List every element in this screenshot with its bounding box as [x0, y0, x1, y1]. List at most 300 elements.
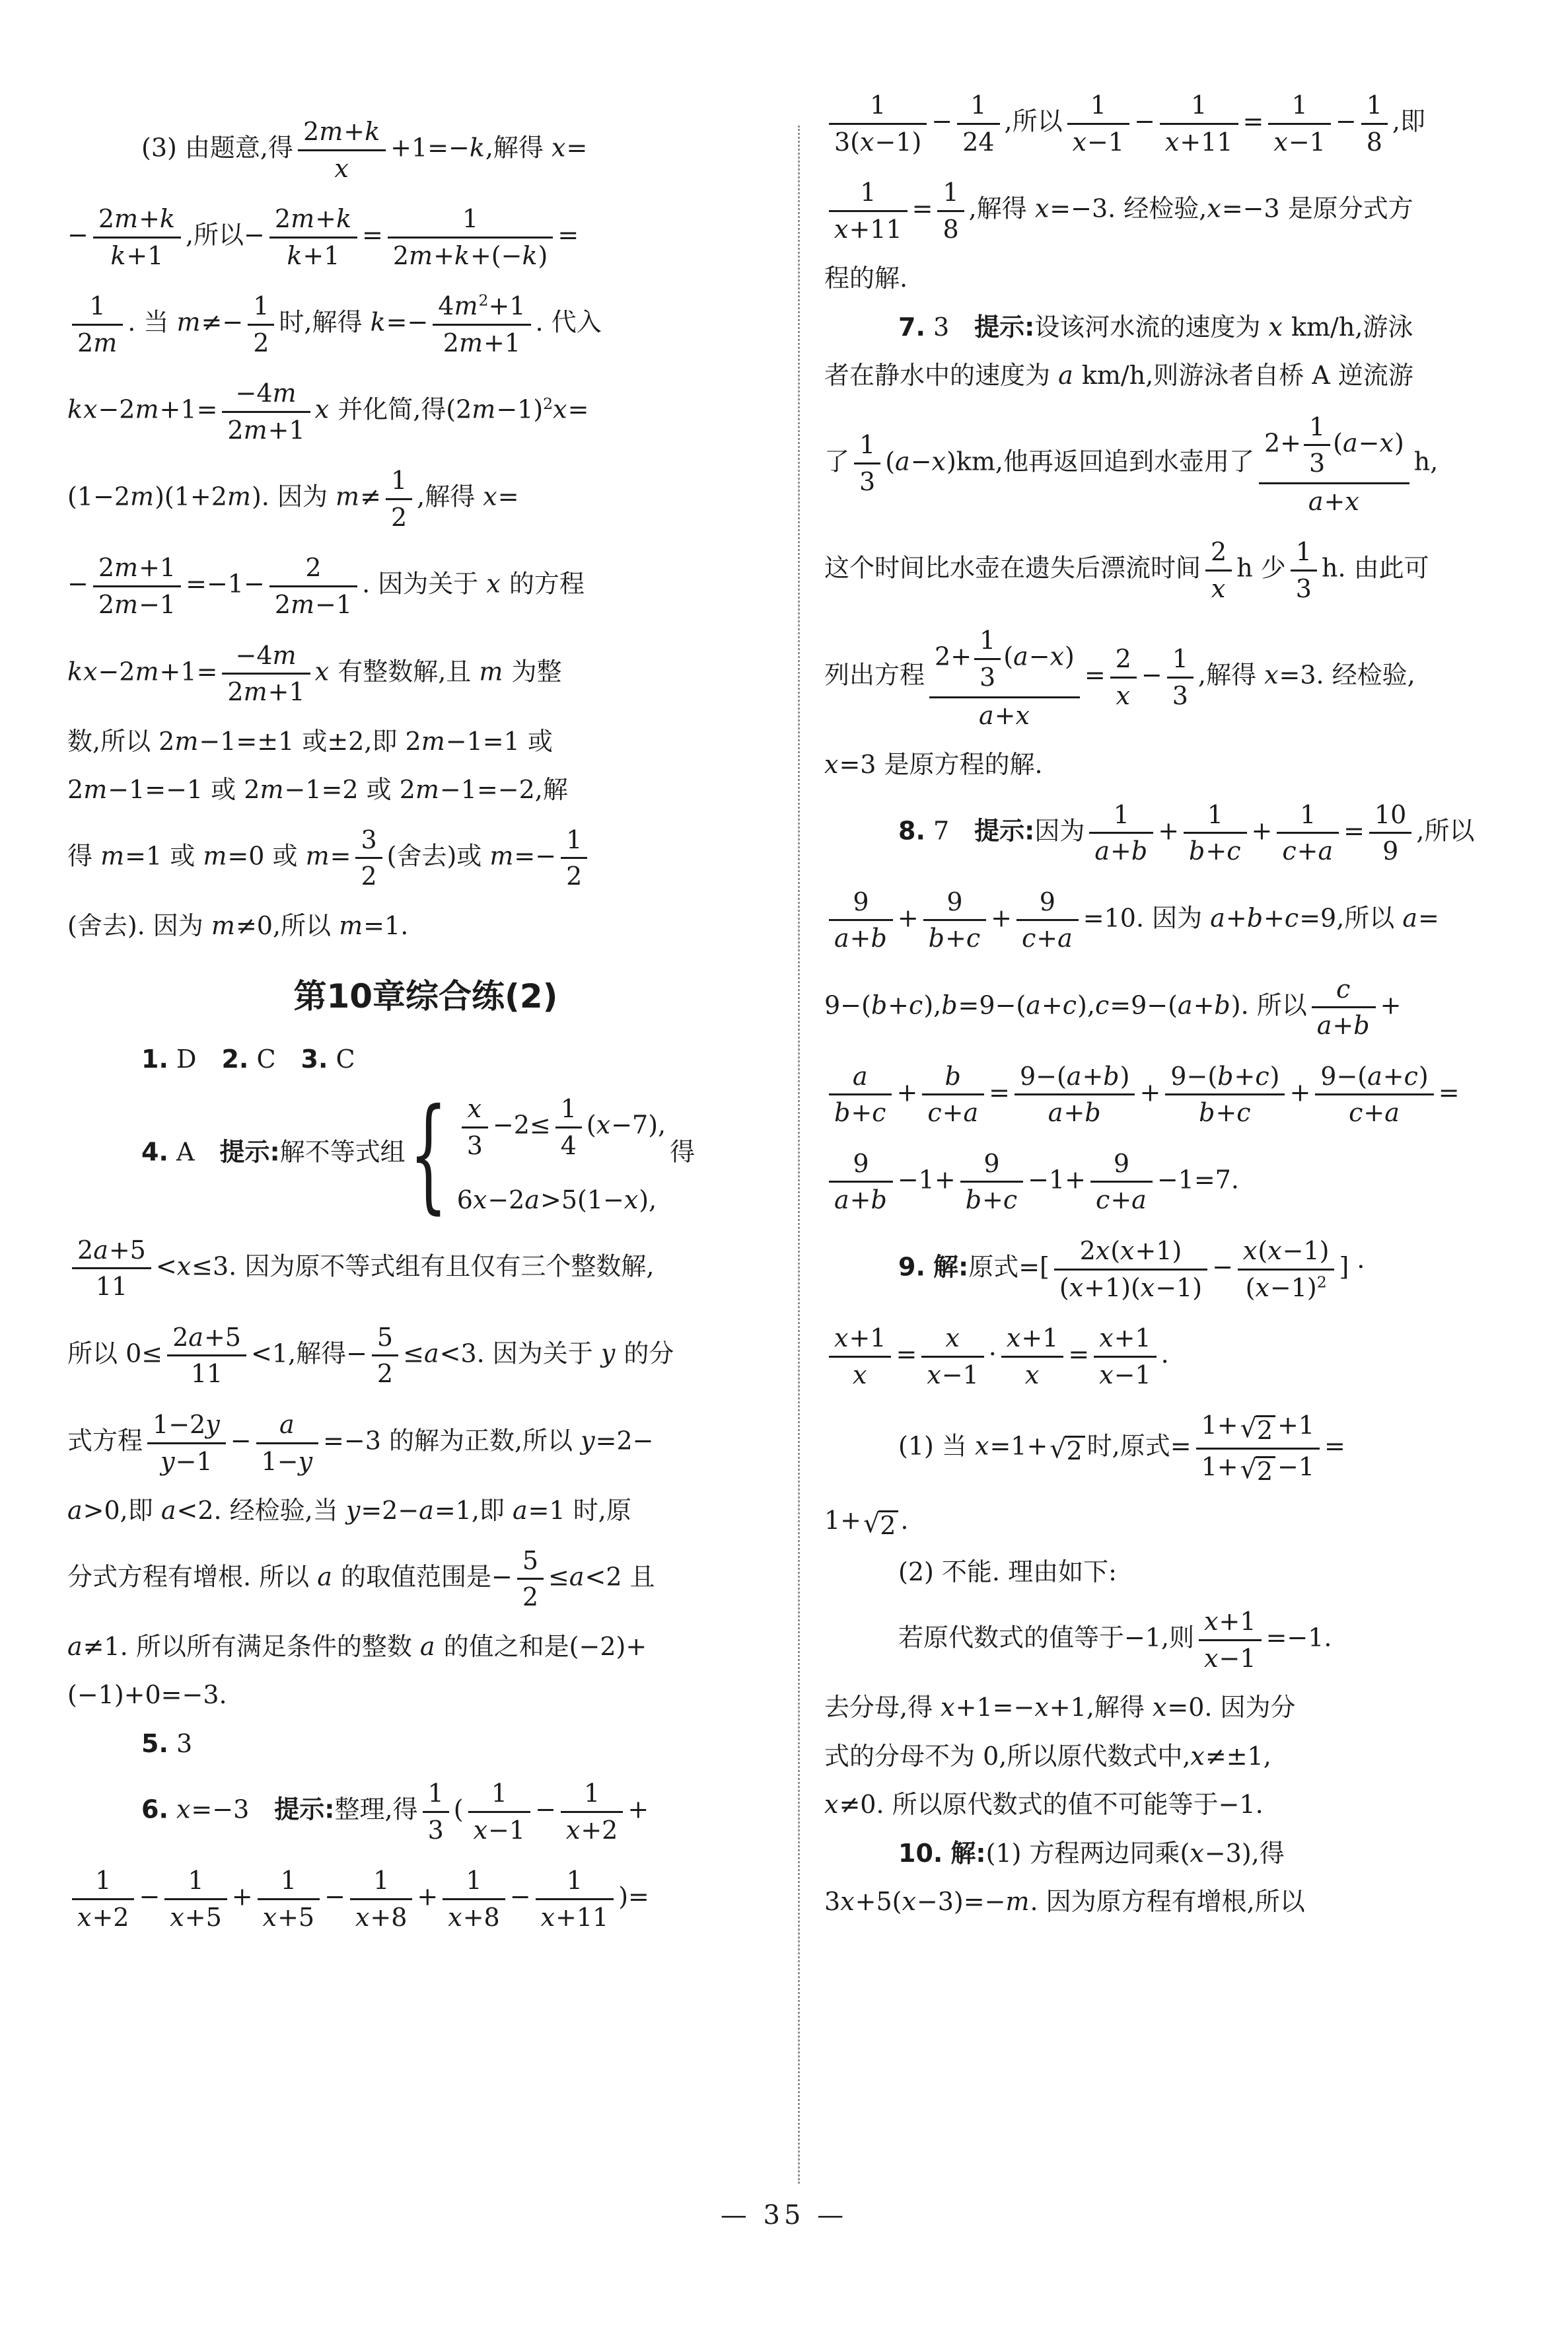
math-variable: x: [1273, 127, 1289, 157]
text-line: (1−2m)(1+2m). 因为 m≠ $\frac{1}{2}$ ,解得 x=: [67, 466, 519, 532]
math-variable: m: [176, 307, 201, 337]
text-line: 4. A 提示:解不等式组 { $\frac{x}{3}$ −2≤ $\frac{1}{4}$ (x−7), 6x−2a>5(1−x), 得: [141, 1082, 695, 1227]
math-variable: c: [909, 990, 924, 1020]
fraction: [1291, 536, 1317, 604]
fraction-denominator: b+c: [965, 1185, 1018, 1215]
math-variable: x: [1099, 1323, 1114, 1353]
fraction-numerator: 1: [350, 1865, 412, 1900]
text-line: 数,所以 2m−1=±1 或±2,即 2m−1=1 或: [67, 726, 553, 756]
math-variable: a: [1058, 361, 1074, 390]
text-line: 列出方程 2+ $\frac{1}{3}$ (a−x) a+x = $\frac{2}{x}$ − $\frac{1}{3}$ ,解得 x=3. 经检验,: [824, 622, 1546, 732]
math-variable: m: [83, 775, 108, 805]
fraction-numerator: x+1: [829, 1323, 891, 1358]
fraction-denominator: x+2: [77, 1902, 129, 1932]
fraction-denominator: x+5: [262, 1902, 315, 1932]
math-variable: x: [540, 1902, 555, 1932]
text-line: (−1)+0=−3.: [67, 1680, 227, 1710]
fraction-denominator: 3: [1172, 681, 1188, 710]
fraction: [561, 1778, 623, 1845]
math-variable: m: [114, 590, 139, 620]
fraction-numerator: 5: [372, 1322, 398, 1357]
math-variable: c: [1349, 1098, 1364, 1128]
math-variable: b: [944, 1061, 962, 1091]
math-variable: m: [479, 657, 504, 686]
fraction: [222, 640, 310, 708]
text-line: 2m−1=−1 或 2m−1=2 或 2m−1=−2,解: [67, 775, 568, 805]
math-variable: x: [840, 1887, 855, 1917]
math-variable: a: [317, 1562, 333, 1592]
fraction-denominator: k+1: [110, 240, 164, 270]
fraction-denominator: [298, 151, 386, 184]
text-line: 式的分母不为 0,所以原代数式中,x≠±1,: [824, 1741, 1271, 1771]
fraction: [298, 116, 386, 184]
fraction-numerator: 1: [1184, 799, 1246, 834]
fraction: [72, 291, 123, 358]
text-line: a>0,即 a<2. 经检验,当 y=2−a=1,即 a=1 时,原: [67, 1496, 631, 1526]
fraction: [1089, 799, 1153, 867]
fraction-denominator: 1−y: [261, 1446, 314, 1476]
text-line: $\frac{1}{3(x-1)}$ − $\frac{1}{24}$ ,所以 $\frac{1}{x-1}$ − $\frac{1}{x+11}$ = $\frac{1}{x-1}$ − $\frac{1}{8}$ ,即: [824, 89, 1546, 159]
math-variable: m: [458, 328, 484, 357]
math-variable: x: [1072, 127, 1088, 157]
fraction-numerator: [829, 1061, 892, 1096]
text-line: $\frac{1}{x+11}$ = $\frac{1}{8}$ ,解得 x=−3. 经检验,x=−3 是原分式方: [824, 176, 1546, 246]
fraction: [269, 552, 357, 620]
math-variable: x: [941, 1693, 956, 1722]
math-variable: b: [834, 1098, 851, 1128]
math-variable: a: [1210, 903, 1226, 933]
math-variable: x: [467, 1094, 482, 1124]
fraction: [167, 1322, 246, 1389]
math-variable: x: [1140, 1273, 1156, 1302]
fraction: [1315, 1061, 1433, 1128]
math-variable: b: [1189, 836, 1206, 866]
math-variable: x: [1006, 1323, 1022, 1353]
math-variable: k: [336, 204, 352, 234]
fraction-numerator: 2a+5: [72, 1235, 151, 1270]
math-variable: a: [93, 1235, 109, 1265]
fraction-numerator: 2: [269, 552, 357, 587]
fraction-numerator: 1: [1304, 412, 1330, 447]
bold-label: 10.: [898, 1838, 943, 1868]
fraction-numerator: 1: [248, 291, 274, 326]
math-variable: x: [945, 1323, 960, 1353]
math-variable: m: [489, 841, 515, 871]
fraction: [443, 1865, 505, 1933]
math-variable: b: [1131, 836, 1149, 866]
fraction-denominator: 8: [943, 214, 959, 244]
text-line: 得 m=1 或 m=0 或 m= $\frac{3}{2}$ (舍去)或 m=− $\frac{1}{2}$: [67, 823, 784, 893]
math-variable: x: [834, 1323, 849, 1353]
math-variable: k: [370, 307, 386, 337]
fraction-denominator: 3: [427, 1815, 444, 1845]
fraction-numerator: 1: [555, 1093, 582, 1128]
fraction-denominator: 3: [1295, 573, 1312, 603]
math-variable: x: [1164, 127, 1180, 157]
math-variable: x: [483, 482, 498, 511]
fraction-numerator: 1: [1167, 644, 1194, 679]
fraction-numerator: 1: [468, 1778, 530, 1813]
text-line: 10. 解:(1) 方程两边同乘(x−3),得: [898, 1838, 1285, 1868]
fraction-numerator: 3: [355, 825, 382, 860]
text-line: 3x+5(x−3)=−m. 因为原方程有增根,所以: [824, 1887, 1305, 1917]
fraction-numerator: 1: [1160, 90, 1238, 125]
text-line: $\frac{9}{a+b}$ −1+ $\frac{9}{b+c}$ −1+ $\frac{9}{c+a}$ −1=7.: [824, 1147, 1546, 1217]
math-variable: a: [1066, 1061, 1083, 1091]
fraction-numerator: 1: [829, 90, 927, 125]
fraction-denominator: 2: [522, 1582, 539, 1612]
fraction-numerator: 9: [829, 1148, 893, 1183]
fraction-numerator: 1: [423, 1778, 449, 1813]
math-variable: m: [114, 553, 139, 583]
math-variable: a: [1094, 836, 1111, 866]
fraction-numerator: 1: [1291, 536, 1317, 572]
fraction-numerator: 10: [1369, 799, 1411, 834]
fraction-denominator: 3: [859, 467, 876, 497]
math-variable: x: [1345, 486, 1360, 516]
fraction-denominator: a+b: [1094, 836, 1149, 866]
fraction: [1015, 1061, 1135, 1128]
fraction-numerator: 9: [923, 887, 986, 922]
fraction: [386, 465, 412, 533]
fraction-numerator: 2m+1: [93, 552, 181, 587]
fraction-denominator: x+11: [834, 214, 902, 244]
cases-row: $\frac{x}{3}$ −2≤ $\frac{1}{4}$ (x−7),: [457, 1092, 666, 1162]
fraction-denominator: 3: [980, 662, 996, 692]
text-line: (2) 不能. 理由如下:: [898, 1557, 1117, 1586]
math-variable: k: [522, 240, 538, 270]
fraction-denominator: 24: [962, 127, 995, 157]
math-variable: a: [1026, 990, 1042, 1020]
fraction-numerator: 1: [829, 177, 908, 212]
sqrt-radical: [1050, 1436, 1085, 1465]
fraction: [957, 90, 999, 157]
fraction: [923, 887, 986, 954]
math-variable: m: [472, 394, 497, 424]
fraction: [854, 429, 880, 497]
math-variable: a: [1402, 903, 1419, 933]
fraction-denominator: c+a: [1096, 1185, 1147, 1215]
math-variable: c: [1062, 990, 1078, 1020]
text-line: (1) 当 x=1+ √ 2 时,原式= 1+ √ 2 +1 1+ √ 2 −1 =: [898, 1411, 1345, 1487]
superscript: 2: [1316, 1272, 1327, 1291]
fraction-numerator: −4m: [222, 378, 310, 413]
fraction: [929, 624, 1080, 731]
text-line: $\frac{a}{b+c}$ + $\frac{b}{c+a}$ = $\frac{9-(a+b)}{a+b}$ + $\frac{9-(b+c)}{b+c}$ + $\frac{9-(a+c)}{c+a}$ =: [824, 1060, 1546, 1130]
math-variable: a: [67, 1631, 83, 1661]
fraction-denominator: b+c: [834, 1098, 887, 1128]
fraction-numerator: 1: [443, 1865, 505, 1900]
fraction-denominator: x−1: [473, 1815, 526, 1845]
fraction-denominator: x+2: [565, 1815, 618, 1845]
text-line: − $\frac{2m+1}{2m-1}$ =−1− $\frac{2}{2m-1}$ . 因为关于 x 的方程: [67, 553, 585, 620]
fraction-numerator: 9−(b+c): [1165, 1061, 1285, 1096]
math-variable: a: [1131, 1185, 1147, 1215]
math-variable: x: [553, 394, 568, 424]
fraction-denominator: 2: [390, 502, 408, 532]
fraction: [555, 1093, 582, 1161]
fraction-numerator: 1: [536, 1865, 614, 1900]
math-variable: c: [1236, 1098, 1252, 1128]
fraction-numerator: 1: [388, 203, 553, 239]
text-line: 8. 7 提示:因为 $\frac{1}{a+b}$ + $\frac{1}{b+c}$ + $\frac{1}{c+a}$ = $\frac{10}{9}$ ,所以: [898, 799, 1475, 866]
fraction: [536, 1865, 614, 1933]
math-variable: m: [319, 117, 344, 146]
math-variable: m: [272, 640, 297, 670]
math-variable: k: [469, 133, 485, 163]
math-variable: b: [1199, 1098, 1216, 1128]
math-variable: x: [1069, 1273, 1085, 1302]
math-variable: c: [966, 924, 981, 953]
math-variable: x: [1211, 573, 1227, 603]
math-variable: m: [135, 657, 160, 686]
math-variable: y: [600, 1339, 616, 1368]
fraction: [960, 1148, 1023, 1216]
math-variable: m: [291, 590, 316, 620]
fraction-denominator: 8: [1366, 127, 1382, 157]
text-line: 者在静水中的速度为 a km/h,则游泳者自桥 A 逆流游: [824, 361, 1413, 390]
fraction-numerator: 2a+5: [167, 1322, 246, 1357]
math-variable: x: [824, 1790, 839, 1820]
text-line: $\frac{1}{x+2}$ − $\frac{1}{x+5}$ + $\frac{1}{x+5}$ − $\frac{1}{x+8}$ + $\frac{1}{x+8}$ − $\frac{1}{x+11}$ )=: [67, 1864, 784, 1934]
fraction-denominator: 3(x−1): [834, 127, 922, 157]
fraction-numerator: x+1: [1094, 1323, 1156, 1358]
math-variable: x: [170, 1902, 185, 1932]
math-variable: b: [871, 924, 888, 953]
text-line: a≠1. 所以所有满足条件的整数 a 的值之和是(−2)+: [67, 1631, 647, 1661]
math-variable: c: [1227, 836, 1242, 866]
math-variable: x: [355, 1902, 371, 1932]
bold-label: 解:: [950, 1838, 986, 1868]
math-variable: m: [260, 775, 285, 805]
bold-label: 1.: [141, 1044, 168, 1074]
text-line: kx−2m+1= $\frac{-4m}{2m+1}$ x 有整数解,且 m 为整: [67, 640, 562, 707]
text-line: kx−2m+1= $\frac{-4m}{2m+1}$ x 并化简,得$(2m-1)^2x=$: [67, 379, 589, 445]
fraction: [829, 1323, 891, 1390]
fraction-denominator: x+8: [448, 1902, 500, 1932]
math-variable: y: [205, 1410, 221, 1440]
section-heading: [67, 976, 784, 1017]
fraction-numerator: 2x(x+1): [1054, 1236, 1207, 1271]
fraction-denominator: y−1: [160, 1446, 213, 1476]
math-variable: x: [927, 1360, 942, 1389]
math-variable: a: [1177, 990, 1194, 1020]
fraction-denominator: x−1: [1273, 127, 1326, 157]
radical-sign-icon: √: [863, 1508, 880, 1539]
fraction-numerator: [462, 1093, 488, 1128]
fraction-numerator: 1: [937, 177, 964, 212]
fraction: [72, 1235, 151, 1302]
math-variable: x: [486, 570, 501, 599]
math-variable: c: [1282, 836, 1297, 866]
math-variable: x: [1255, 1273, 1270, 1302]
fraction-denominator: $(x-1)^2$: [1245, 1272, 1327, 1302]
fraction-numerator: [921, 1323, 983, 1358]
radicand: 2: [878, 1510, 898, 1539]
fraction: [222, 378, 310, 445]
math-variable: x: [1095, 1236, 1111, 1266]
sqrt-radical: [1240, 1415, 1275, 1444]
fraction-denominator: 4: [560, 1130, 577, 1160]
text-line: (舍去). 因为 m≠0,所以 m=1.: [67, 910, 409, 940]
fraction-numerator: 5: [517, 1545, 544, 1580]
fraction-denominator: [1205, 572, 1232, 605]
fraction: [517, 1545, 544, 1613]
math-variable: x: [1379, 428, 1394, 458]
fraction-numerator: 9−(a+b): [1015, 1061, 1135, 1096]
text-line: 7. 3 提示:设该河水流的速度为 x km/h,游泳: [898, 312, 1413, 342]
math-variable: c: [1021, 924, 1037, 953]
math-variable: c: [1336, 974, 1351, 1004]
math-variable: y: [581, 1426, 596, 1456]
math-variable: x: [314, 657, 330, 686]
sqrt-radical: [1240, 1456, 1275, 1485]
math-variable: x: [975, 1431, 990, 1461]
fraction: [72, 1865, 134, 1933]
math-variable: a: [524, 1185, 540, 1215]
fraction-denominator: [1001, 1358, 1063, 1391]
bold-label: 8.: [898, 816, 925, 846]
fraction-denominator: 2: [376, 1359, 394, 1389]
fraction-denominator: a+b: [834, 924, 888, 953]
fraction: [1067, 90, 1129, 157]
radicand: 2: [1256, 1415, 1275, 1444]
math-variable: k: [365, 117, 381, 146]
fraction-denominator: x+11: [1164, 127, 1233, 157]
math-variable: x: [334, 153, 349, 183]
fraction-denominator: (x+1)(x−1): [1059, 1273, 1203, 1302]
fraction: [147, 1409, 226, 1477]
math-variable: m: [211, 910, 236, 940]
fraction: [922, 1061, 984, 1128]
bold-label: 提示:: [974, 816, 1035, 846]
fraction: [1361, 90, 1388, 157]
radicand: 2: [1065, 1436, 1085, 1465]
math-variable: a: [852, 1061, 869, 1091]
fraction-numerator: 1: [386, 465, 412, 500]
fraction: [829, 90, 927, 157]
fraction: [1167, 644, 1194, 711]
math-variable: c: [1003, 1185, 1018, 1215]
fraction-numerator: $4m^2+1$: [433, 291, 530, 326]
fraction: [164, 1865, 227, 1933]
math-variable: c: [1404, 1061, 1419, 1091]
fraction-numerator: x+1: [1199, 1606, 1261, 1641]
bold-label: 提示:: [974, 312, 1035, 342]
fraction: [462, 1093, 488, 1161]
math-variable: b: [1353, 1011, 1371, 1041]
math-variable: a: [978, 700, 995, 730]
fraction: [829, 887, 893, 954]
math-variable: m: [305, 841, 330, 871]
text-line: 9−(b+c),b=9−(a+c),c=9−(a+b). 所以 $\frac{c}{a+b}$ +: [824, 974, 1402, 1041]
math-variable: m: [291, 204, 316, 234]
math-variable: x: [1190, 1741, 1205, 1771]
math-variable: x: [1267, 1236, 1283, 1266]
math-variable: c: [1255, 1061, 1270, 1091]
math-variable: x: [1120, 1236, 1135, 1266]
fraction-denominator: 2m+1: [227, 677, 305, 707]
math-variable: x: [596, 1110, 612, 1140]
math-variable: x: [472, 1185, 488, 1215]
fraction-denominator: c+a: [927, 1098, 980, 1128]
math-variable: x: [1099, 1360, 1114, 1389]
math-variable: b: [1214, 990, 1231, 1020]
cases-rows: [457, 1092, 666, 1216]
bold-label: 2.: [221, 1044, 249, 1074]
math-variable: x: [77, 1902, 92, 1932]
math-variable: x: [1207, 194, 1222, 223]
radical-sign-icon: √: [1240, 1454, 1257, 1485]
math-variable: x: [1264, 660, 1279, 690]
math-variable: a: [1367, 1061, 1383, 1091]
fraction: [1001, 1323, 1063, 1390]
bold-label: 5.: [141, 1728, 168, 1758]
math-variable: x: [552, 133, 567, 163]
bold-label: 解:: [933, 1252, 969, 1282]
math-variable: x: [1034, 1693, 1050, 1722]
fraction-denominator: a+x: [1308, 486, 1360, 516]
fraction: [258, 1865, 320, 1933]
fraction-denominator: x+11: [540, 1902, 609, 1932]
math-variable: b: [1217, 1061, 1234, 1091]
math-variable: m: [409, 240, 434, 270]
fraction-numerator: 2+ $\frac{1}{3}$ (a−x): [929, 624, 1080, 698]
fraction-denominator: 2: [566, 862, 583, 891]
math-variable: y: [160, 1446, 176, 1476]
math-variable: x: [1204, 1643, 1219, 1673]
fraction: [1369, 799, 1411, 867]
math-variable: m: [243, 415, 268, 445]
text-line: 这个时间比水壶在遗失后漂流时间 $\frac{2}{x}$ h 少 $\frac{1}{3}$ h. 由此可: [824, 537, 1429, 603]
math-variable: x: [624, 1185, 639, 1215]
text-line: $\frac{9}{a+b}$ + $\frac{9}{b+c}$ + $\frac{9}{c+a}$ =10. 因为 a+b+c=9,所以 a=: [824, 885, 1546, 955]
math-variable: m: [415, 775, 440, 805]
fraction: [355, 825, 382, 892]
bold-label: 3.: [301, 1044, 328, 1074]
math-variable: c: [1096, 1185, 1111, 1215]
fraction-denominator: 2: [361, 862, 377, 891]
fraction-numerator: x(x−1): [1238, 1236, 1335, 1271]
math-variable: y: [298, 1446, 314, 1476]
math-variable: x: [1242, 1236, 1258, 1266]
math-variable: x: [853, 1360, 868, 1389]
fraction: [433, 291, 530, 358]
math-variable: kx: [67, 394, 98, 424]
text-line: (3) 由题意,得 $\frac{2m+k}{x}$ +1=−k,解得 x=: [141, 117, 588, 183]
bold-label: 提示:: [219, 1137, 280, 1167]
fraction-denominator: 3: [466, 1130, 483, 1160]
fraction: [1016, 887, 1079, 954]
math-variable: x: [1268, 312, 1283, 342]
fraction-denominator: a+b: [1048, 1098, 1102, 1128]
fraction: [1268, 90, 1330, 157]
math-variable: m: [114, 204, 139, 234]
math-variable: k: [159, 204, 176, 234]
math-variable: x: [1152, 1693, 1168, 1722]
superscript: 2: [478, 291, 489, 310]
fraction: [1205, 536, 1232, 604]
fraction: [269, 203, 357, 271]
math-variable: y: [345, 1496, 361, 1526]
math-variable: c: [927, 1098, 943, 1128]
fraction-numerator: 2m+k: [269, 203, 357, 239]
fraction-denominator: a+x: [978, 700, 1030, 730]
fraction: [1259, 410, 1409, 517]
fraction: [256, 1409, 319, 1477]
math-variable: m: [421, 726, 446, 756]
math-variable: m: [1005, 1887, 1030, 1917]
